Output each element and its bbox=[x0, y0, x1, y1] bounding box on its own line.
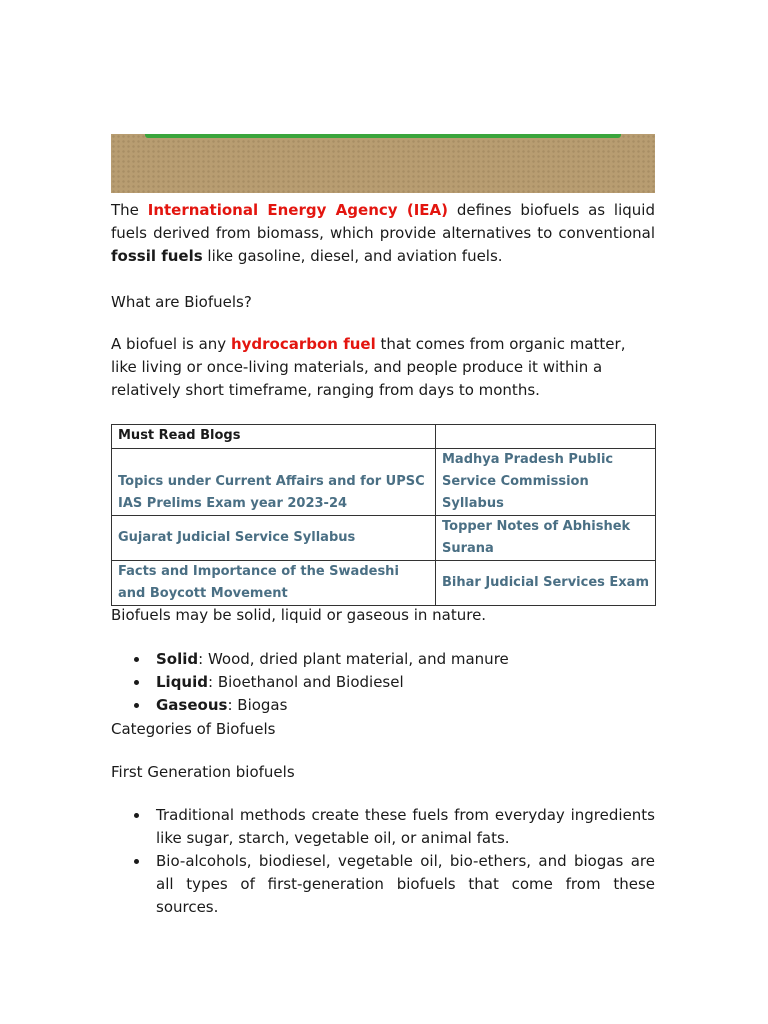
state-term: Liquid bbox=[156, 673, 208, 691]
blog-link-current-affairs[interactable]: Topics under Current Affairs and for UPSC IAS Prelims Exam year 2023-24 bbox=[112, 449, 436, 516]
bullet-icon bbox=[134, 657, 139, 662]
blog-link-mppsc-syllabus[interactable]: Madhya Pradesh Public Service Commission Syllabus bbox=[436, 449, 656, 516]
iea-link[interactable]: International Energy Agency (IEA) bbox=[147, 201, 448, 219]
point-text: Traditional methods create these fuels from everyday ingredients like sugar, starch, vegetable oil, or animal fats. bbox=[156, 806, 655, 847]
list-item bbox=[111, 804, 655, 850]
blog-link-gujarat-judicial[interactable]: Gujarat Judicial Service Syllabus bbox=[112, 516, 436, 561]
table-header-empty-cell bbox=[436, 425, 656, 449]
bullet-icon bbox=[134, 703, 139, 708]
states-list bbox=[111, 648, 655, 717]
table-header-cell: Must Read Blogs bbox=[112, 425, 436, 449]
bullet-icon bbox=[134, 680, 139, 685]
banner-green-stripe bbox=[145, 134, 621, 138]
list-item bbox=[111, 648, 655, 671]
intro-text-end: like gasoline, diesel, and aviation fuels. bbox=[202, 247, 503, 265]
definition-text-end: that comes from organic matter, like living or once-living materials, and people produce it within a relatively short timeframe, ranging from days to months. bbox=[111, 335, 626, 399]
definition-paragraph bbox=[111, 333, 655, 402]
blog-link-bihar-judicial[interactable]: Bihar Judicial Services Exam bbox=[436, 561, 656, 606]
first-generation-heading: First Generation biofuels bbox=[111, 763, 295, 781]
state-desc: : Bioethanol and Biodiesel bbox=[208, 673, 404, 691]
list-item bbox=[111, 694, 655, 717]
point-text: Bio-alcohols, biodiesel, vegetable oil, bio-ethers, and biogas are all types of first-generation biofuels that come from these sources. bbox=[156, 852, 655, 916]
state-term: Solid bbox=[156, 650, 199, 668]
intro-text-middle: defines biofuels as liquid fuels derived from biomass, which provide alternatives to conventional bbox=[111, 201, 655, 242]
nature-paragraph: Biofuels may be solid, liquid or gaseous in nature. bbox=[111, 606, 487, 624]
list-item bbox=[111, 671, 655, 694]
table-row bbox=[112, 561, 656, 606]
what-are-biofuels-heading: What are Biofuels? bbox=[111, 293, 252, 311]
categories-heading: Categories of Biofuels bbox=[111, 720, 276, 738]
state-desc: : Wood, dried plant material, and manure bbox=[198, 650, 509, 668]
intro-text-start: The bbox=[111, 201, 148, 219]
state-desc: : Biogas bbox=[227, 696, 288, 714]
blog-link-swadeshi-boycott[interactable]: Facts and Importance of the Swadeshi and Boycott Movement bbox=[112, 561, 436, 606]
definition-text-start: A biofuel is any bbox=[111, 335, 231, 353]
hydrocarbon-fuel-link[interactable]: hydrocarbon fuel bbox=[230, 335, 376, 353]
header-banner-image bbox=[111, 134, 655, 193]
state-term: Gaseous bbox=[156, 696, 228, 714]
fossil-fuels-term: fossil fuels bbox=[111, 247, 203, 265]
first-generation-list bbox=[111, 804, 655, 919]
bullet-icon bbox=[134, 813, 139, 818]
table-row bbox=[112, 449, 656, 516]
table-row bbox=[112, 516, 656, 561]
bullet-icon bbox=[134, 859, 139, 864]
blog-link-topper-notes[interactable]: Topper Notes of Abhishek Surana bbox=[436, 516, 656, 561]
must-read-blogs-table bbox=[111, 424, 656, 606]
intro-paragraph bbox=[111, 199, 655, 268]
table-header-row bbox=[112, 425, 656, 449]
list-item bbox=[111, 850, 655, 919]
